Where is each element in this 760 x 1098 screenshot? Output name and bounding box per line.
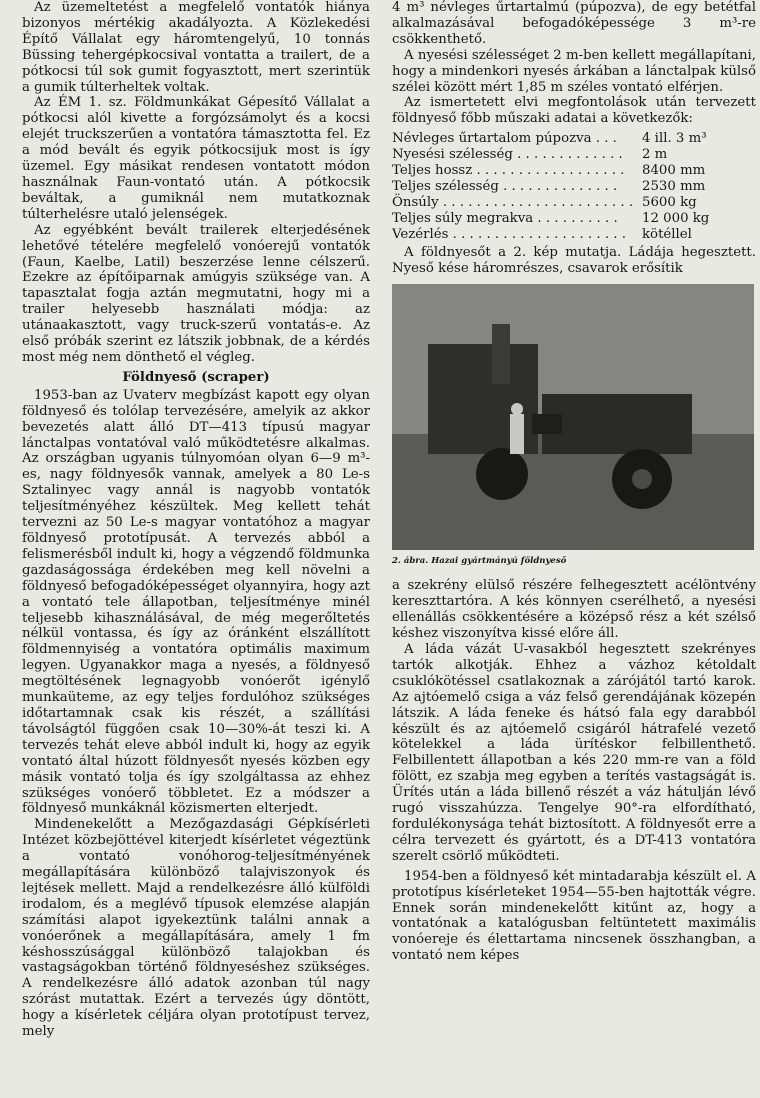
spec-label: Teljes szélesség . . . . . . . . . . . . . . <box>392 178 618 194</box>
paragraph: 1953-ban az Uvaterv megbízást kapott egy olyan földnyeső és tolólap tervezésére, amelyik az akkor bevezetés alatt álló DT—413 típusú magyar lánctalpas vontatóval való működtetésre alkalmas. Az országban ugyanis túlnyomóan olyan 6—9 m³-es, nagy földnyesők vannak, amelyek a 80 Le-s Sztalinyec vagy annál is nagyobb vontatók teljesítményéhez készültek. Meg kellett tehát tervezni az 50 Le-s magyar vontatóhoz a magyar földnyeső prototípusát. A tervezés abból a felismerésből indult ki, hogy a végzendő földmunka gazdaságossága érdekében meg kell növelni a földnyeső befogadóképességet olyannyira, hogy azt a vontató tele állapotban, teljesítménye minél teljesebb kihasználásával, de még megerőltetés nélkül vontassa, és így az óránként elszállított földmennyiség a vontatóra optimális maximum legyen. Ugyanakkor maga a nyesés, a földnyeső megtöltésének legnagyobb vonóerőt igénylő munkaüteme, az egy teljes fordulóhoz szükséges időtartamnak csak kis részét, a szállítási távolságtól függően csak 10—30%-át teszi ki. A tervezés tehát eleve abból indult ki, hogy az egyik vontató által húzott földnyesőt nyesés közben egy másik vontató tolja és így szolgáltassa az ehhez szükséges vonóerő többletet. Ez a módszer a földnyeső munkáknál közismerten elterjedt. <box>22 387 370 817</box>
spec-label: Teljes hossz . . . . . . . . . . . . . . . . . . <box>392 163 625 179</box>
spec-row <box>392 195 709 211</box>
scraper-illustration <box>392 284 754 550</box>
spec-value: 2 m <box>642 147 668 163</box>
scraper-photo <box>392 284 754 550</box>
paragraph: 4 m³ névleges űrtartalmú (púpozva), de egy betétfal alkalmazásával befogadóképessége 3 m³-re csökkenthető. <box>392 0 756 47</box>
paragraph: Az üzemeltetést a megfelelő vontatók hiánya bizonyos mértékig akadályozta. A Közlekedési Építő Vállalat egy háromtengelyű, 10 tonnás Büssing tehergépkocsival vontatta a trailert, de a pótkocsi túl sok gumit fogyasztott, mert szerintük a gumik túlterheltek voltak. <box>22 0 370 95</box>
section-heading: Földnyeső (scraper) <box>122 369 270 385</box>
paragraph: Mindenekelőtt a Mezőgazdasági Gépkísérleti Intézet közbejöttével kiterjedt kísérletet végeztünk a vontató vonóhorog-teljesítményének megállapítására különböző talajviszonyok és lejtések mellett. Majd a rendelkezésre álló külföldi irodalom, és a meglévő típusok elemzése alapján számítási alapot igyekeztünk találni annak a vonóerőnek a megállapítására, amely 1 fm késhosszúsággal különböző talajokban és vastagságokban történő földnyeséshez szükséges. A rendelkezésre álló adatok azonban túl nagy szórást mutattak. Ezért a tervezés úgy döntött, hogy a kísérletek céljára olyan prototípust tervez, mely <box>22 817 370 1040</box>
figure-caption: 2. ábra. Hazai gyártmányú földnyeső <box>392 556 567 567</box>
left-column <box>22 0 370 1040</box>
spec-value: 8400 mm <box>642 163 706 179</box>
spec-label: Nyesési szélesség . . . . . . . . . . . . . <box>392 147 623 163</box>
spec-label: Vezérlés . . . . . . . . . . . . . . . . . . . . . <box>392 226 626 242</box>
spec-row <box>392 163 709 179</box>
spec-row <box>392 179 709 195</box>
spec-label: Önsúly . . . . . . . . . . . . . . . . . . . . . . . <box>392 194 634 210</box>
paragraph: Az ÉM 1. sz. Földmunkákat Gépesítő Vállalat a pótkocsi alól kivette a forgózsámolyt és a kocsi elejét truckszerűen a vontatóra támasztotta fel. Ez a mód bevált és egyik pótkocsijuk most is így üzemel. Egy másikat rendesen vontatott módon használnak Faun-vontató után. A pótkocsik beváltak, a gumiknál nem mutatkoznak túlterhelésre utaló jelenségek. <box>22 95 370 222</box>
spec-value: 5600 kg <box>642 194 697 210</box>
right-column <box>392 0 756 964</box>
paragraph: A nyesési szélességet 2 m-ben kellett megállapítani, hogy a mindenkori nyesés árkában a lánctalpak külső szélei között mért 1,85 m széles vontató elférjen. <box>392 47 756 95</box>
paragraph: A láda vázát U-vasakból hegesztett szekrényes tartók alkotják. Ehhez a vázhoz kétoldalt csuklókötéssel csatlakoznak a zárójától tartó karok. Az ajtóemelő csiga a váz felső gerendájának közepén látszik. A láda feneke és hátsó fala egy darabból készült és az ajtóemelő csigáról hátrafelé vezető kötelekkel a láda ürítéskor felbillenthető. Felbillentett állapotban a kés 220 mm-re van a föld fölött, ez szabja meg egyben a terítés vastagságát is. Ürítés után a láda billenő részét a váz hátulján lévő rugó visszahúzza. Tengelye 90°-ra elfordítható, fordulékonysága tehát biztosított. A földnyesőt erre a célra tervezett és gyártott, és a DT-413 vontatóra szerelt csörlő működteti. <box>392 642 756 864</box>
spec-row <box>392 147 709 163</box>
spec-value: 4 ill. 3 m³ <box>642 131 707 147</box>
spec-value: kötéllel <box>642 226 692 242</box>
spec-row <box>392 211 709 227</box>
paragraph: 1954-ben a földnyeső két mintadarabja készült el. A prototípus kísérleteket 1954—55-ben hajtották végre. Ennek során mindenekelőtt kitűnt az, hogy a vontatónak a katalógusban feltüntetett maximális vonóereje és élettartama nincsenek összhangban, a vontató nem képes <box>392 868 756 964</box>
paragraph: a szekrény elülső részére felhegesztett acélöntvény kereszttartóra. A kés könnyen cserélhető, a nyesési ellenállás csökkentésére a középső rész a két szélső késhez viszonyítva kissé előre áll. <box>392 578 756 642</box>
spec-value: 12 000 kg <box>642 210 710 226</box>
paragraph: Az ismertetett elvi megfontolások után tervezett földnyeső főbb műszaki adatai a következők: <box>392 95 756 127</box>
spec-row <box>392 131 709 147</box>
spec-value: 2530 mm <box>642 178 706 194</box>
paragraph: Az egyébként bevált trailerek elterjedésének lehetővé tételére megfelelő vonóerejű vontatók (Faun, Kaelbe, Latil) beszerzése lenne célszerű. Ezekre az építőiparnak amúgyis szüksége van. A tapasztalat fogja aztán megmutatni, hogy mi a trailer helyesebb használati módja: az utánaakasztott, vagy truck-szerű vontatás-e. Az első próbák szerint ez látszik jobbnak, de a kérdés most még nem dönthető el végleg. <box>22 222 370 365</box>
spec-label: Teljes súly megrakva . . . . . . . . . . <box>392 210 618 226</box>
paragraph: A földnyesőt a 2. kép mutatja. Ládája hegesztett. Nyeső kése háromrészes, csavarok erősítik <box>392 244 756 276</box>
spec-table <box>392 131 709 242</box>
spec-label: Névleges űrtartalom púpozva . . . <box>392 131 617 147</box>
spec-row <box>392 227 709 243</box>
